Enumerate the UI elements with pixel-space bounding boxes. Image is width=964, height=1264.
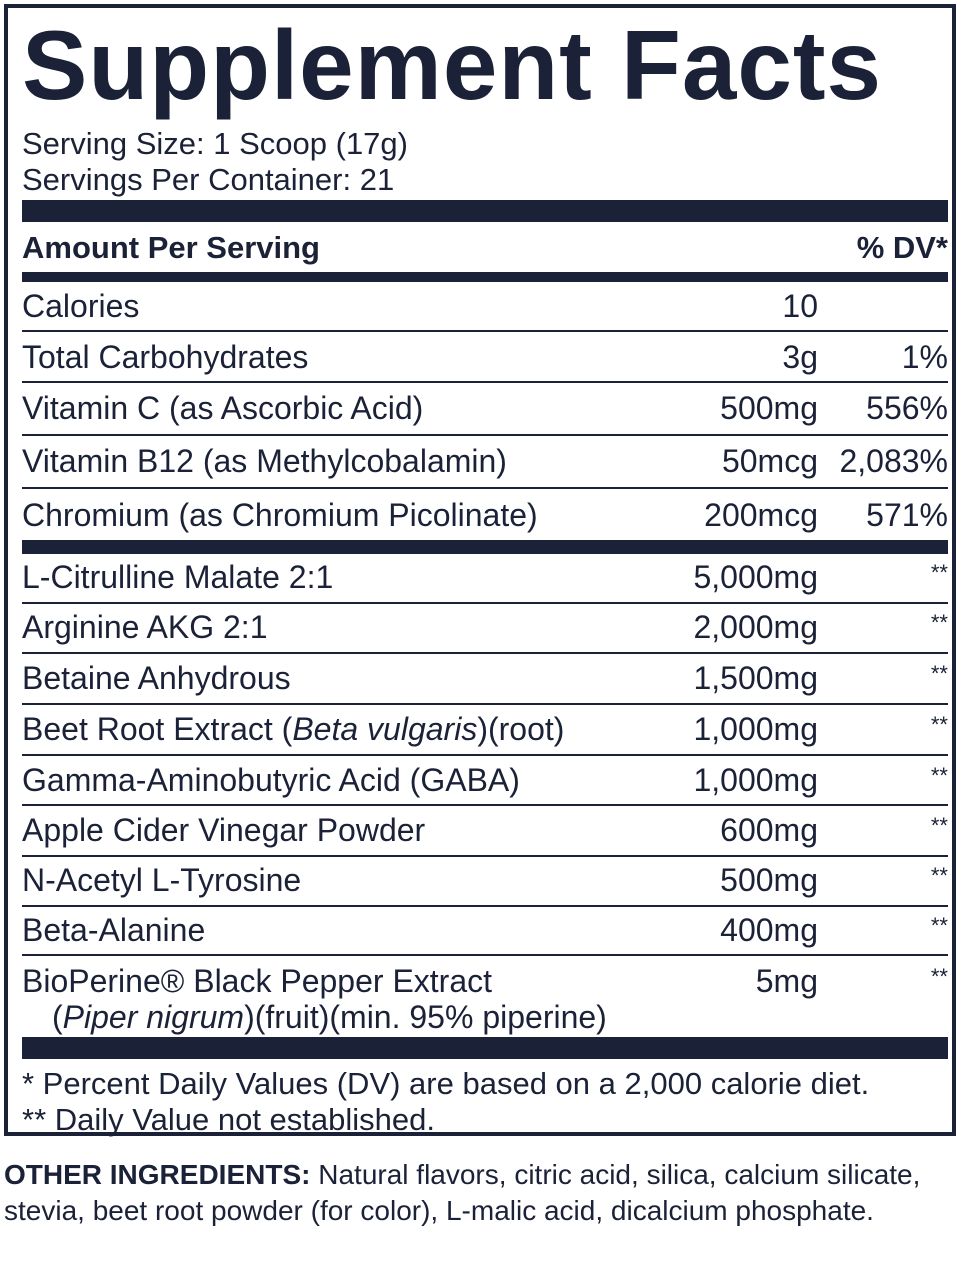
nutrient-name: Calories xyxy=(22,288,140,324)
ingredient-dv: ** xyxy=(930,712,948,737)
other-ingredients xyxy=(4,1157,944,1229)
nutrient-dv: 571% xyxy=(866,497,948,533)
row-divider xyxy=(22,954,948,956)
ingredient-amount: 1,500mg xyxy=(693,660,818,696)
nutrient-name: Vitamin C (as Ascorbic Acid) xyxy=(22,390,424,426)
nutrient-dv: 2,083% xyxy=(839,443,948,479)
medium-divider xyxy=(22,272,948,282)
ingredient-dv: ** xyxy=(930,560,948,585)
ingredient-name-text: )(root) xyxy=(477,711,565,747)
row-divider xyxy=(22,855,948,857)
amount-per-serving-label: Amount Per Serving xyxy=(22,230,320,265)
footnote-not-established: ** Daily Value not established. xyxy=(22,1102,436,1137)
ingredient-amount: 5mg xyxy=(755,963,818,999)
other-ingredients-text: Natural flavors, citric acid, silica, calcium silicate, stevia, beet root powder (for color), L-malic acid, dicalcium phosphate. xyxy=(4,1159,921,1226)
thick-divider-top xyxy=(22,200,948,222)
ingredient-name-line2 xyxy=(22,999,607,1035)
ingredient-name: Arginine AKG 2:1 xyxy=(22,609,268,645)
nutrient-name: Chromium (as Chromium Picolinate) xyxy=(22,497,538,533)
row-divider xyxy=(22,703,948,705)
ingredient-dv: ** xyxy=(930,763,948,788)
row-divider xyxy=(22,905,948,907)
row-divider xyxy=(22,754,948,756)
ingredient-amount: 2,000mg xyxy=(693,609,818,645)
nutrient-name: Total Carbohydrates xyxy=(22,339,309,375)
other-ingredients-label: OTHER INGREDIENTS: xyxy=(4,1159,311,1190)
ingredient-dv: ** xyxy=(930,964,948,989)
serving-size: Serving Size: 1 Scoop (17g) xyxy=(22,126,408,161)
ingredient-name xyxy=(22,963,607,1035)
ingredient-latin-name: Beta vulgaris xyxy=(292,711,478,747)
row-divider xyxy=(22,804,948,806)
row-divider xyxy=(22,330,948,332)
ingredient-amount: 400mg xyxy=(720,912,818,948)
ingredient-name: Apple Cider Vinegar Powder xyxy=(22,812,426,848)
ingredient-name: Gamma-Aminobutyric Acid (GABA) xyxy=(22,762,520,798)
servings-per-container: Servings Per Container: 21 xyxy=(22,162,395,197)
ingredient-name: L-Citrulline Malate 2:1 xyxy=(22,559,334,595)
footnote-dv: * Percent Daily Values (DV) are based on a 2,000 calorie diet. xyxy=(22,1066,870,1101)
ingredient-name: N-Acetyl L-Tyrosine xyxy=(22,862,302,898)
ingredient-name: Beta-Alanine xyxy=(22,912,206,948)
ingredient-name-text: Beet Root Extract ( xyxy=(22,711,293,747)
row-divider xyxy=(22,602,948,604)
ingredient-latin-name: Piper nigrum xyxy=(62,999,245,1035)
ingredient-amount: 1,000mg xyxy=(693,711,818,747)
ingredient-dv: ** xyxy=(930,813,948,838)
ingredient-name-line1: BioPerine® Black Pepper Extract xyxy=(22,963,493,999)
row-divider xyxy=(22,434,948,436)
ingredient-name-text: )(fruit)(min. 95% piperine) xyxy=(244,999,607,1035)
ingredient-row xyxy=(22,963,948,1035)
nutrient-dv: 1% xyxy=(901,339,948,375)
ingredient-name xyxy=(22,711,564,747)
nutrient-dv: 556% xyxy=(866,390,948,426)
panel-title: Supplement Facts xyxy=(22,10,883,120)
nutrient-name: Vitamin B12 (as Methylcobalamin) xyxy=(22,443,507,479)
ingredient-name-text: ( xyxy=(52,999,63,1035)
ingredient-dv: ** xyxy=(930,913,948,938)
nutrient-amount: 10 xyxy=(782,288,818,324)
ingredient-dv: ** xyxy=(930,661,948,686)
nutrient-amount: 200mcg xyxy=(704,497,818,533)
dv-label: % DV* xyxy=(856,230,948,265)
amount-header xyxy=(22,226,948,268)
supplement-facts-panel xyxy=(4,4,956,1136)
ingredient-amount: 500mg xyxy=(720,862,818,898)
row-divider xyxy=(22,487,948,489)
nutrient-amount: 500mg xyxy=(720,390,818,426)
row-divider xyxy=(22,652,948,654)
ingredient-dv: ** xyxy=(930,610,948,635)
thick-divider-bottom xyxy=(22,1037,948,1059)
ingredient-dv: ** xyxy=(930,863,948,888)
row-divider xyxy=(22,381,948,383)
ingredient-amount: 600mg xyxy=(720,812,818,848)
ingredient-amount: 1,000mg xyxy=(693,762,818,798)
nutrient-amount: 3g xyxy=(782,339,818,375)
nutrient-amount: 50mcg xyxy=(721,443,818,479)
ingredient-amount: 5,000mg xyxy=(693,559,818,595)
thick-divider-middle xyxy=(22,540,948,554)
ingredient-name: Betaine Anhydrous xyxy=(22,660,291,696)
